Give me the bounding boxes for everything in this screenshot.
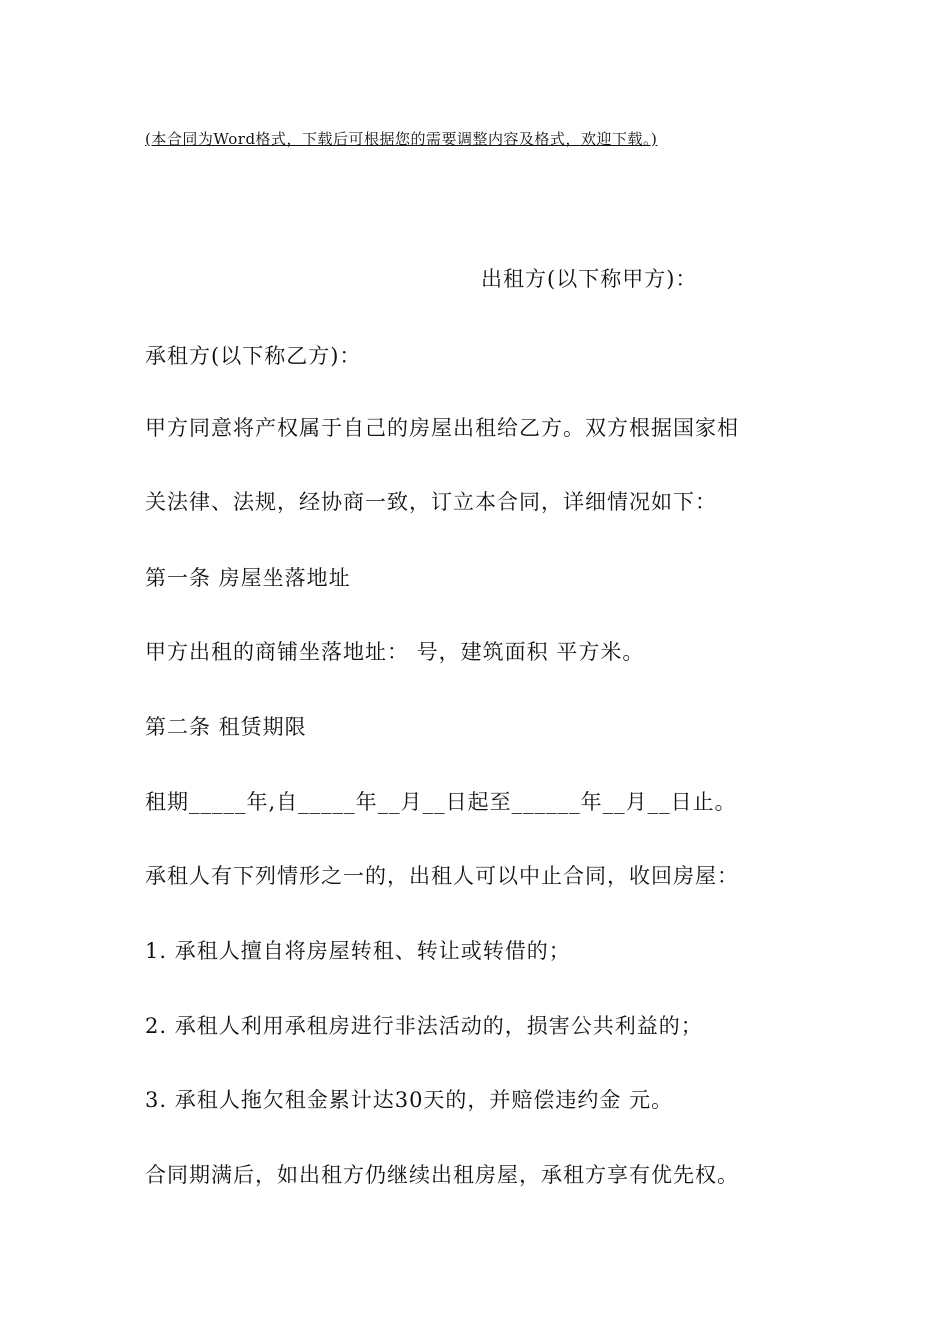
list-item: 3. 承租人拖欠租金累计达30天的，并赔偿违约金 元。 [145,1088,674,1112]
lessor-line: 出租方(以下称甲方)： [481,267,698,291]
list-item: 2. 承租人利用承租房进行非法活动的，损害公共利益的； [145,1014,703,1038]
article-heading: 第二条 租赁期限 [145,715,307,739]
format-notice: (本合同为Word格式，下载后可根据您的需要调整内容及格式，欢迎下载。) [145,130,658,148]
article-heading: 第一条 房屋坐落地址 [145,566,351,590]
paragraph: 租期_____年,自_____年__月__日起至______年__月__日止。 [145,790,737,814]
paragraph: 合同期满后，如出租方仍继续出租房屋，承租方享有优先权。 [145,1163,739,1187]
lessee-line: 承租方(以下称乙方)： [145,344,362,368]
paragraph: 甲方出租的商铺坐落地址： 号，建筑面积 平方米。 [145,640,645,664]
paragraph: 关法律、法规，经协商一致，订立本合同，详细情况如下： [145,490,717,514]
paragraph: 承租人有下列情形之一的，出租人可以中止合同，收回房屋： [145,864,739,888]
list-item: 1. 承租人擅自将房屋转租、转让或转借的； [145,939,571,963]
paragraph: 甲方同意将产权属于自己的房屋出租给乙方。双方根据国家相 [145,416,739,440]
